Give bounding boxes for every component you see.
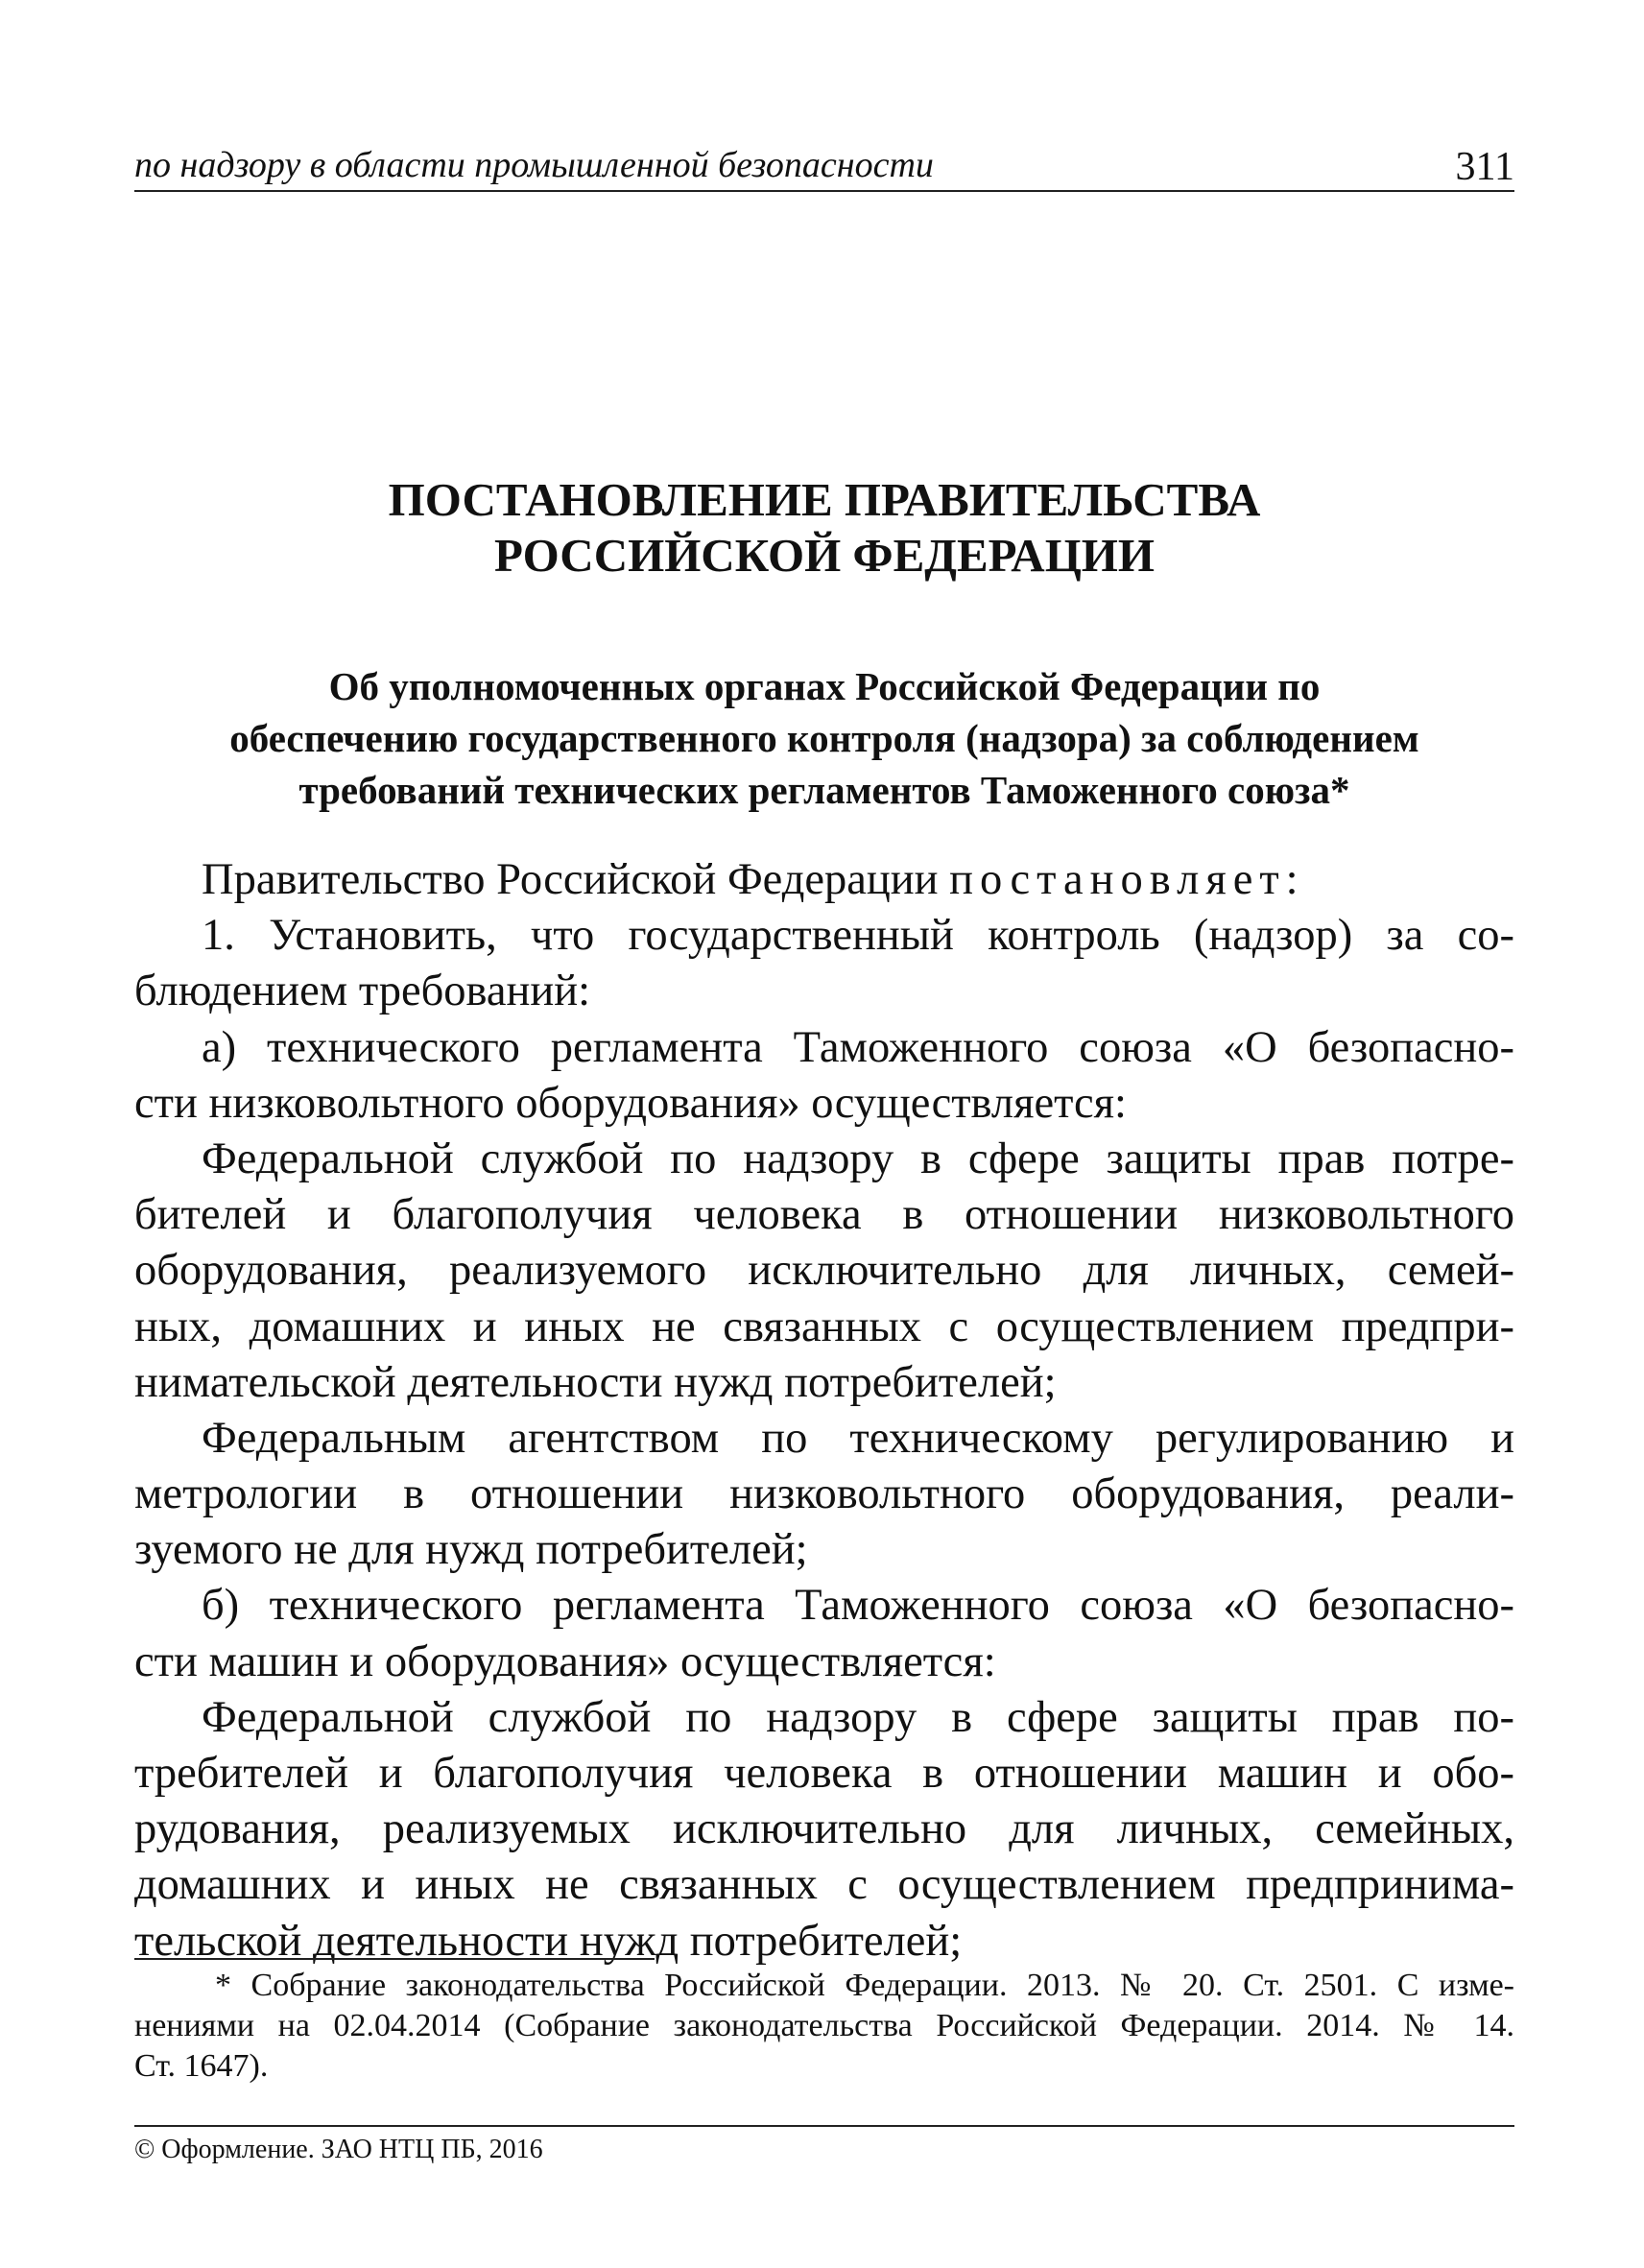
- imprint: © Оформление. ЗАО НТЦ ПБ, 2016: [134, 2135, 543, 2164]
- body-line: Федеральной службой по надзору в сфере защиты прав потре-: [202, 1134, 1514, 1183]
- body-line: бителей и благополучия человека в отношении низковольтного: [134, 1190, 1514, 1240]
- body-text: [134, 852, 1514, 1970]
- body-line: метрологии в отношении низковольтного оборудования, реали-: [134, 1469, 1514, 1519]
- footnote-separator: [134, 1958, 655, 1960]
- document-title: [134, 472, 1514, 584]
- body-line: ных, домашних и иных не связанных с осуществлением предпри-: [134, 1301, 1514, 1351]
- body-line: оборудования, реализуемого исключительно для личных, семей-: [134, 1246, 1514, 1296]
- body-line: блюдением требований:: [134, 967, 591, 1016]
- body-line: а) технического регламента Таможенного союза «О безопасно-: [202, 1022, 1514, 1072]
- body-line: сти низковольтного оборудования» осуществляется:: [134, 1078, 1127, 1128]
- body-line: Федеральной службой по надзору в сфере защиты прав по-: [202, 1692, 1514, 1742]
- footnote-line: нениями на 02.04.2014 (Собрание законодательства Российской Федерации. 2014. № 14.: [134, 2008, 1514, 2043]
- title-line: РОССИЙСКОЙ ФЕДЕРАЦИИ: [493, 529, 1156, 582]
- preamble-verb: постановляет:: [949, 855, 1305, 904]
- document-subtitle: [134, 660, 1514, 816]
- body-line: тельской деятельности нужд потребителей;: [134, 1916, 963, 1966]
- subtitle-line: Об уполномоченных органах Российской Федерации по: [328, 664, 1321, 708]
- title-line: ПОСТАНОВЛЕНИЕ ПРАВИТЕЛЬСТВА: [388, 473, 1261, 526]
- running-title: по надзору в области промышленной безопасности: [134, 145, 934, 185]
- subtitle-line: обеспечению государственного контроля (надзора) за соблюдением: [229, 716, 1419, 760]
- page-number: 311: [1455, 145, 1514, 189]
- body-line: б) технического регламента Таможенного союза «О безопасно-: [202, 1581, 1514, 1631]
- body-line: сти машин и оборудования» осуществляется:: [134, 1636, 996, 1686]
- body-line: 1. Установить, что государственный контроль (надзор) за со-: [202, 911, 1514, 961]
- subtitle-line: требований технических регламентов Таможенного союза*: [298, 768, 1350, 812]
- footnote: [134, 1966, 1514, 2087]
- body-line: домашних и иных не связанных с осуществлением предпринима-: [134, 1860, 1514, 1910]
- preamble-line: [134, 852, 1514, 908]
- bottom-separator: [134, 2125, 1514, 2127]
- body-line: Федеральным агентством по техническому регулированию и: [202, 1413, 1514, 1463]
- footnote-line: Ст. 1647).: [134, 2048, 269, 2084]
- body-line: требителей и благополучия человека в отношении машин и обо-: [134, 1749, 1514, 1798]
- body-line: зуемого не для нужд потребителей;: [134, 1525, 808, 1575]
- body-line: нимательской деятельности нужд потребителей;: [134, 1357, 1057, 1407]
- preamble-lead: Правительство Российской Федерации: [202, 855, 939, 904]
- body-line: рудования, реализуемых исключительно для личных, семейных,: [134, 1804, 1514, 1854]
- running-header: [134, 144, 1514, 192]
- footnote-line: * Собрание законодательства Российской Федерации. 2013. № 20. Ст. 2501. С изме-: [215, 1968, 1514, 2003]
